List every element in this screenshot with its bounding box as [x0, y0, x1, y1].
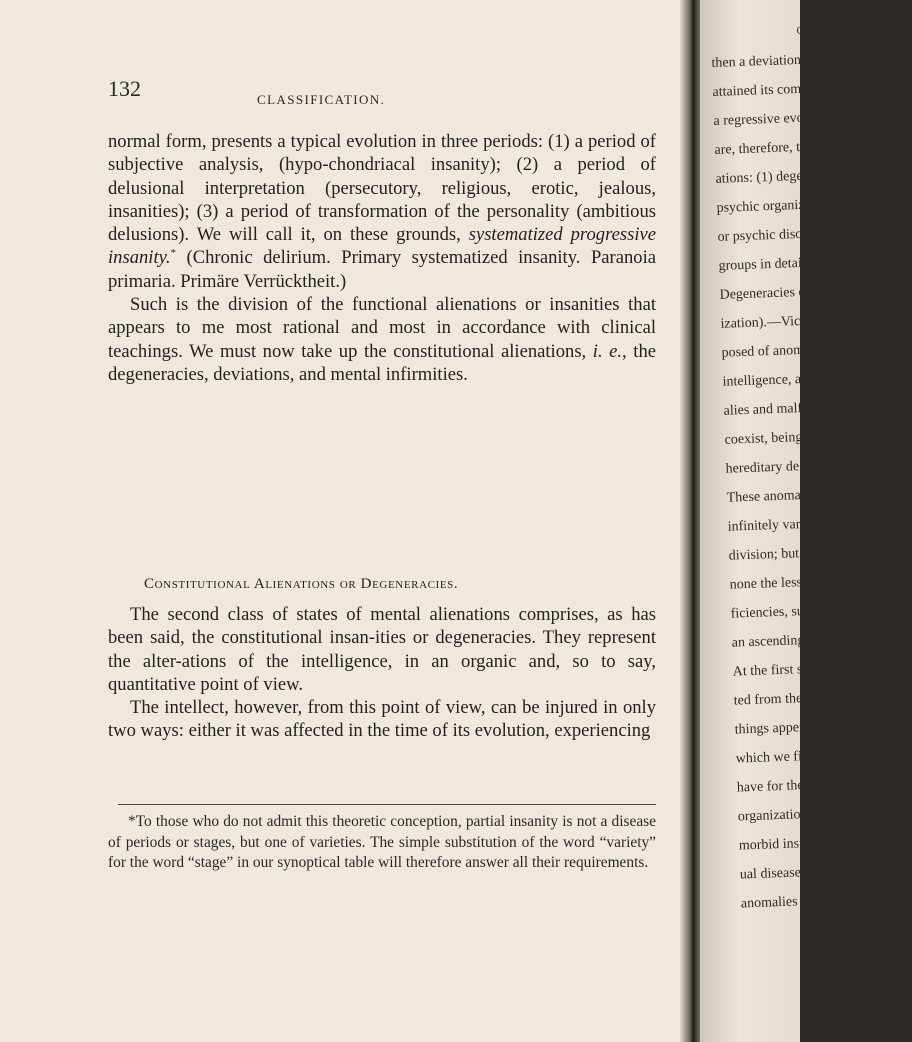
paragraph-2 — [108, 293, 656, 386]
paragraph-1 — [108, 130, 656, 293]
facing-line: infinitely variable, and thu — [727, 514, 877, 535]
facing-line: a regressive evolution or — [713, 109, 852, 129]
paragraph-1-emphasis: systematized progressive insanity. — [108, 224, 657, 269]
paragraph-1-tail: (Chronic delirium. Primary systematized insanity. Paranoia primaria. Primäre Verrücktheit.) — [108, 247, 656, 292]
facing-line: Degeneracies of Evo — [719, 283, 837, 303]
paragraph-3: The second class of states of mental alienations comprises, as has been said, the constitutional insan-ities or degeneracies. They represent the alter-ations of the intelligence, in an organic and, so to say, quantitative point of view. — [108, 604, 656, 695]
running-head: CLASSIFICATION. — [257, 92, 386, 107]
paragraph-4: The intellect, however, from this point of view, can be injured in only two ways: either it was affected in the time of its evolution, experiencing — [108, 697, 656, 742]
facing-line: ficiencies, susceptible of be — [730, 601, 886, 622]
facing-line: alies and malformations, w — [723, 398, 876, 419]
facing-line: ations: (1) degeneracies — [715, 167, 849, 187]
facing-line: groups in detail. — [718, 255, 810, 274]
facing-line: hereditary degeneracy. — [725, 457, 853, 477]
footnote-divider — [118, 804, 656, 805]
facing-line: intelligence, altogether co — [722, 369, 868, 390]
facing-line: or psychic disorganizatio — [717, 224, 859, 245]
facing-line: posed of anomalies an — [721, 341, 847, 361]
facing-line: These anomalies and ma — [726, 485, 865, 506]
facing-page — [700, 0, 911, 1042]
paragraph-2-text: Such is the division of the functional alienations or insanities that appears to me most rational and most in accordance with clinical teachings. We must now take up the constitutional alienations, — [108, 294, 656, 362]
facing-line: which we find the defects o — [735, 746, 891, 767]
facing-line: attained its complete de — [712, 80, 846, 100]
paragraph-1-text: normal form, presents a typical evolution in three periods: (1) a period of subjective analysis, (hypo-chondriacal insanity); (2) a period of delusional interpretation (persecutory, religious, erotic, jealous, insanities); (3) a period of transformation of the personality (ambitious delusions). We will call it, on these grounds, — [108, 131, 656, 246]
footnote-mark: * — [170, 247, 176, 260]
paragraph-2-emphasis: i. e., — [592, 340, 627, 362]
facing-line: organization, and for a — [737, 805, 865, 825]
facing-line: are, therefore, two grou — [714, 138, 847, 158]
facing-line: then a deviation, or arrest — [711, 50, 855, 71]
facing-page-head: CLASSI — [796, 23, 841, 37]
facing-line: morbid instability. These — [738, 833, 879, 854]
facing-line: anomalies of origin, that — [740, 891, 878, 912]
page-number: 132 — [108, 76, 141, 101]
facing-line: psychic organization; (2) — [716, 196, 857, 216]
facing-line: an ascending scale of gravi — [731, 630, 884, 651]
book-gutter — [680, 0, 702, 1042]
facing-page-lines — [710, 15, 911, 918]
facing-line: At the first step of the la — [732, 659, 870, 680]
facing-line: ual diseases; but they are alrea — [739, 861, 911, 883]
paragraph-2-tail: the degeneracies, deviations, and mental infirmities. — [108, 340, 656, 385]
body-text-bottom — [108, 603, 656, 743]
facing-line: none the less, a progress — [729, 572, 867, 593]
facing-line: have for their basis a l — [736, 776, 862, 796]
section-heading: Constitutional Alienations or Degeneracies. — [144, 576, 459, 592]
facing-line: division; but, viewed in — [728, 544, 862, 564]
footnote-text: *To those who do not admit this theoretic conception, partial insanity is not a disease of periods or stages, but one of varieties. The simple substitution of the word “variety” for the word “stage” in our synoptical table will therefore answer all their requirements. — [108, 813, 656, 872]
facing-line: ization).—Vices of psyc — [720, 312, 857, 332]
footnote — [108, 812, 656, 874]
facing-line: ted from the normal by unde — [733, 688, 894, 709]
facing-line: coexist, being, like them, — [724, 427, 866, 448]
body-text-top — [108, 130, 656, 386]
facing-line: things appertaining to this — [734, 717, 881, 738]
